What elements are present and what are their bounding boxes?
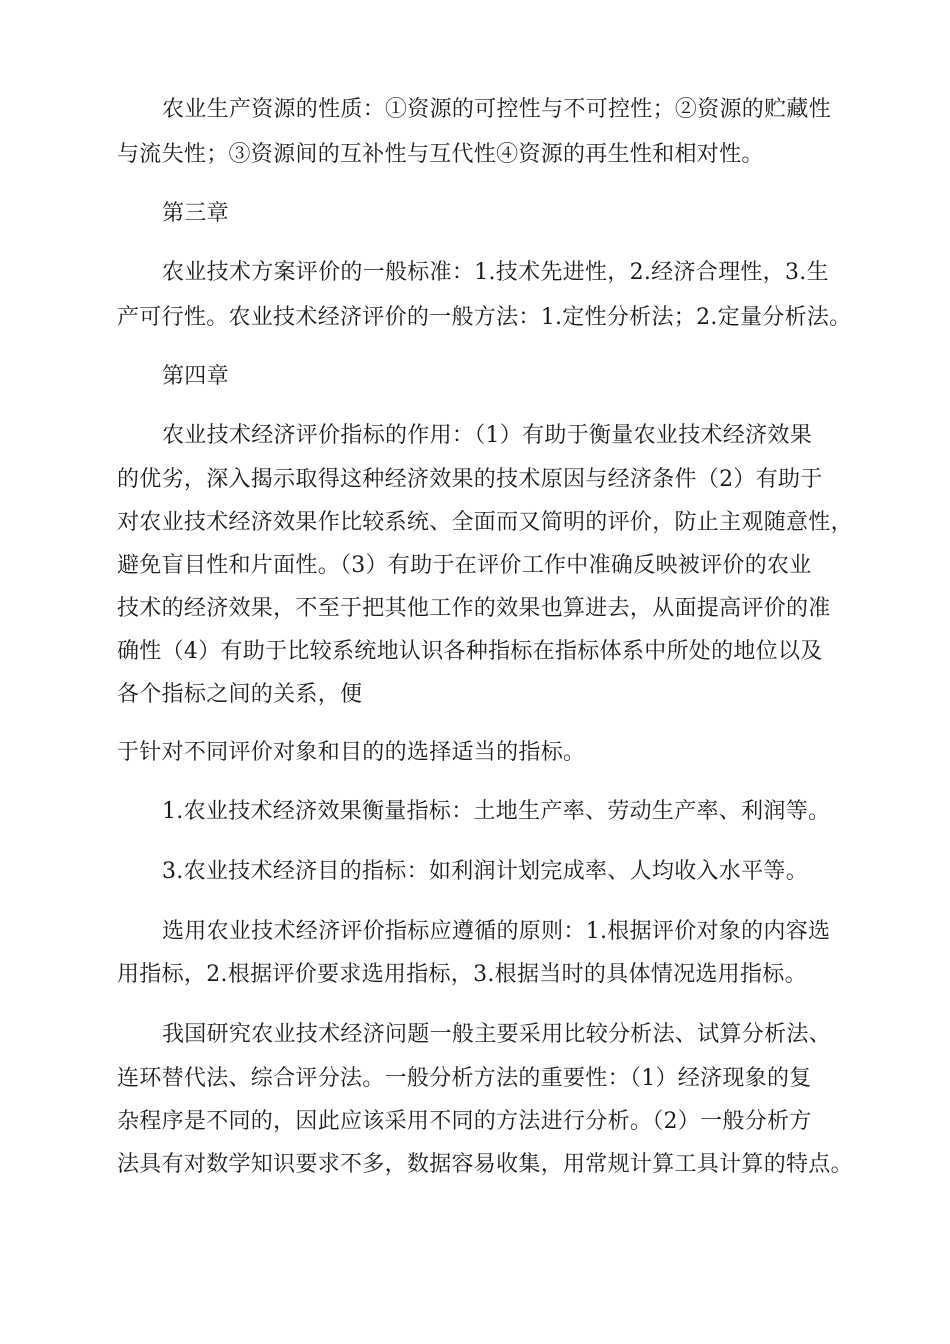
text-line: 选用农业技术经济评价指标应遵循的原则：1.根据评价对象的内容选 (162, 919, 831, 944)
text-line: 确性（4）有助于比较系统地认识各种指标在指标体系中所处的地位以及 (117, 639, 823, 664)
text-line: 技术的经济效果，不至于把其他工作的效果也算进去，从面提高评价的准 (117, 596, 831, 621)
text-line: 对农业技术经济效果作比较系统、全面而又简明的评价，防止主观随意性， (117, 510, 853, 535)
text-line: 农业生产资源的性质：①资源的可控性与不可控性；②资源的贮藏性 (162, 97, 832, 122)
paragraph-goal-indicators: 3.农业技术经济目的指标：如利润计划完成率、人均收入水平等。 (162, 859, 808, 884)
text-line: 农业技术经济评价指标的作用：（1）有助于衡量农业技术经济效果 (162, 423, 812, 448)
text-line: 与流失性；③资源间的互补性与互代性④资源的再生性和相对性。 (117, 142, 764, 167)
text-line: 各个指标之间的关系，便 (117, 682, 363, 707)
text-line: 我国研究农业技术经济问题一般主要采用比较分析法、试算分析法、 (162, 1022, 832, 1047)
chapter-heading: 第三章 (162, 201, 229, 226)
text-line: 杂程序是不同的，因此应该采用不同的方法进行分析。（2）一般分析方 (117, 1109, 812, 1134)
paragraph-indicator-role-cont: 于针对不同评价对象和目的的选择适当的指标。 (117, 740, 586, 765)
text-line: 农业技术方案评价的一般标准：1.技术先进性，2.经济合理性，3.生 (162, 260, 829, 285)
text-line: 法具有对数学知识要求不多，数据容易收集，用常规计算工具计算的特点。 (117, 1152, 853, 1177)
text-line: 的优劣，深入揭示取得这种经济效果的技术原因与经济条件（2）有助于 (117, 467, 823, 492)
text-line: 连环替代法、综合评分法。一般分析方法的重要性：（1）经济现象的复 (117, 1066, 812, 1091)
text-line: 产可行性。农业技术经济评价的一般方法：1.定性分析法；2.定量分析法。 (117, 305, 852, 330)
paragraph-effect-indicators: 1.农业技术经济效果衡量指标：土地生产率、劳动生产率、利润等。 (162, 799, 831, 824)
text-line: 用指标，2.根据评价要求选用指标，3.根据当时的具体情况选用指标。 (117, 962, 807, 987)
chapter-heading: 第四章 (162, 364, 229, 389)
text-line: 避免盲目性和片面性。（3）有助于在评价工作中准确反映被评价的农业 (117, 553, 812, 578)
